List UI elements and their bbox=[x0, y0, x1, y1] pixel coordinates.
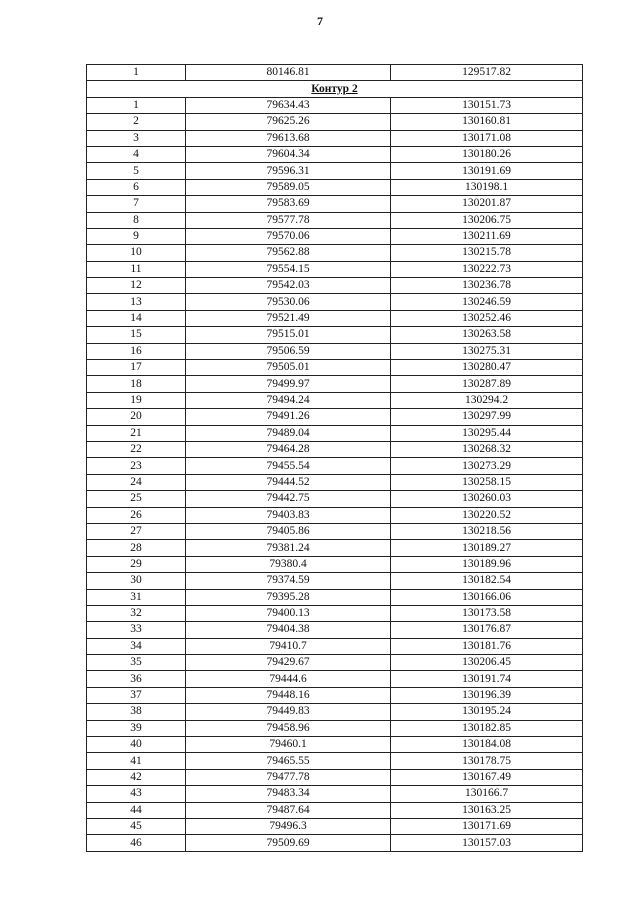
point-number-cell: 7 bbox=[87, 196, 186, 212]
table-row bbox=[87, 327, 583, 343]
x-coordinate-cell: 79429.67 bbox=[186, 655, 391, 671]
y-coordinate-cell: 130189.96 bbox=[391, 556, 583, 572]
y-coordinate-cell: 130275.31 bbox=[391, 343, 583, 359]
table-row bbox=[87, 425, 583, 441]
point-number-cell: 36 bbox=[87, 671, 186, 687]
table-row bbox=[87, 556, 583, 572]
y-coordinate-cell: 130218.56 bbox=[391, 523, 583, 539]
point-number-cell: 46 bbox=[87, 835, 186, 851]
point-number-cell: 32 bbox=[87, 605, 186, 621]
y-coordinate-cell: 130173.58 bbox=[391, 605, 583, 621]
table-row bbox=[87, 261, 583, 277]
table-row bbox=[87, 802, 583, 818]
y-coordinate-cell: 130260.03 bbox=[391, 491, 583, 507]
y-coordinate-cell: 130294.2 bbox=[391, 392, 583, 408]
y-coordinate-cell: 130167.49 bbox=[391, 769, 583, 785]
point-number-cell: 11 bbox=[87, 261, 186, 277]
y-coordinate-cell: 130166.7 bbox=[391, 786, 583, 802]
table-row bbox=[87, 441, 583, 457]
table-row bbox=[87, 130, 583, 146]
point-number-cell: 43 bbox=[87, 786, 186, 802]
section-title: Контур 2 bbox=[87, 81, 583, 97]
table-row bbox=[87, 655, 583, 671]
y-coordinate-cell: 130295.44 bbox=[391, 425, 583, 441]
point-number-cell: 41 bbox=[87, 753, 186, 769]
table-row bbox=[87, 196, 583, 212]
y-coordinate-cell: 130189.27 bbox=[391, 540, 583, 556]
x-coordinate-cell: 79455.54 bbox=[186, 458, 391, 474]
point-number-cell: 27 bbox=[87, 523, 186, 539]
y-coordinate-cell: 130287.89 bbox=[391, 376, 583, 392]
y-coordinate-cell: 130160.81 bbox=[391, 114, 583, 130]
y-coordinate-cell: 130201.87 bbox=[391, 196, 583, 212]
point-number-cell: 21 bbox=[87, 425, 186, 441]
x-coordinate-cell: 79554.15 bbox=[186, 261, 391, 277]
y-coordinate-cell: 130263.58 bbox=[391, 327, 583, 343]
x-coordinate-cell: 79395.28 bbox=[186, 589, 391, 605]
point-number-cell: 2 bbox=[87, 114, 186, 130]
x-coordinate-cell: 79448.16 bbox=[186, 687, 391, 703]
table-row bbox=[87, 163, 583, 179]
table-row bbox=[87, 835, 583, 851]
table-row bbox=[87, 458, 583, 474]
page-number: 7 bbox=[317, 14, 323, 28]
y-coordinate-cell: 130184.08 bbox=[391, 737, 583, 753]
table-row bbox=[87, 474, 583, 490]
y-coordinate-cell: 130181.76 bbox=[391, 638, 583, 654]
x-coordinate-cell: 79542.03 bbox=[186, 278, 391, 294]
point-number-cell: 39 bbox=[87, 720, 186, 736]
point-number-cell: 24 bbox=[87, 474, 186, 490]
table-row bbox=[87, 589, 583, 605]
y-coordinate-cell: 130171.69 bbox=[391, 818, 583, 834]
table-row bbox=[87, 114, 583, 130]
y-coordinate-cell: 130180.26 bbox=[391, 146, 583, 162]
table-row bbox=[87, 769, 583, 785]
point-number-cell: 35 bbox=[87, 655, 186, 671]
x-coordinate-cell: 79403.83 bbox=[186, 507, 391, 523]
table-row bbox=[87, 720, 583, 736]
table-row bbox=[87, 687, 583, 703]
table-row bbox=[87, 294, 583, 310]
y-coordinate-cell: 130163.25 bbox=[391, 802, 583, 818]
table-row bbox=[87, 523, 583, 539]
coordinates-table bbox=[86, 64, 583, 852]
table-row bbox=[87, 753, 583, 769]
x-coordinate-cell: 79515.01 bbox=[186, 327, 391, 343]
x-coordinate-cell: 79491.26 bbox=[186, 409, 391, 425]
y-coordinate-cell: 130171.08 bbox=[391, 130, 583, 146]
x-coordinate-cell: 79489.04 bbox=[186, 425, 391, 441]
point-number-cell: 6 bbox=[87, 179, 186, 195]
point-number-cell: 13 bbox=[87, 294, 186, 310]
table-row bbox=[87, 278, 583, 294]
x-coordinate-cell: 79494.24 bbox=[186, 392, 391, 408]
table-row bbox=[87, 97, 583, 113]
point-number-cell: 20 bbox=[87, 409, 186, 425]
table-row bbox=[87, 818, 583, 834]
point-number-cell: 14 bbox=[87, 310, 186, 326]
table-row bbox=[87, 573, 583, 589]
table-row bbox=[87, 376, 583, 392]
point-number-cell: 5 bbox=[87, 163, 186, 179]
x-coordinate-cell: 79496.3 bbox=[186, 818, 391, 834]
point-number-cell: 10 bbox=[87, 245, 186, 261]
table-row bbox=[87, 65, 583, 81]
x-coordinate-cell: 79634.43 bbox=[186, 97, 391, 113]
x-coordinate-cell: 79506.59 bbox=[186, 343, 391, 359]
y-coordinate-cell: 130252.46 bbox=[391, 310, 583, 326]
point-number-cell: 18 bbox=[87, 376, 186, 392]
section-header-row bbox=[87, 81, 583, 97]
x-coordinate-cell: 79509.69 bbox=[186, 835, 391, 851]
table-row bbox=[87, 228, 583, 244]
x-coordinate-cell: 79410.7 bbox=[186, 638, 391, 654]
y-coordinate-cell: 130166.06 bbox=[391, 589, 583, 605]
y-coordinate-cell: 130157.03 bbox=[391, 835, 583, 851]
x-coordinate-cell: 79521.49 bbox=[186, 310, 391, 326]
point-number-cell: 9 bbox=[87, 228, 186, 244]
x-coordinate-cell: 79530.06 bbox=[186, 294, 391, 310]
table-row bbox=[87, 179, 583, 195]
table-row bbox=[87, 392, 583, 408]
x-coordinate-cell: 79625.26 bbox=[186, 114, 391, 130]
x-coordinate-cell: 79583.69 bbox=[186, 196, 391, 212]
x-coordinate-cell: 79499.97 bbox=[186, 376, 391, 392]
point-number-cell: 29 bbox=[87, 556, 186, 572]
point-number-cell: 37 bbox=[87, 687, 186, 703]
y-coordinate-cell: 130297.99 bbox=[391, 409, 583, 425]
table-row bbox=[87, 146, 583, 162]
table-row bbox=[87, 360, 583, 376]
y-coordinate-cell: 130246.59 bbox=[391, 294, 583, 310]
point-number-cell: 1 bbox=[87, 97, 186, 113]
x-coordinate-cell: 79460.1 bbox=[186, 737, 391, 753]
coordinates-table-body bbox=[87, 65, 583, 852]
x-coordinate-cell: 79604.34 bbox=[186, 146, 391, 162]
x-coordinate-cell: 79381.24 bbox=[186, 540, 391, 556]
y-coordinate-cell: 130182.85 bbox=[391, 720, 583, 736]
point-number-cell: 38 bbox=[87, 704, 186, 720]
point-number-cell: 4 bbox=[87, 146, 186, 162]
x-coordinate-cell: 79444.52 bbox=[186, 474, 391, 490]
point-number-cell: 19 bbox=[87, 392, 186, 408]
table-row bbox=[87, 409, 583, 425]
y-coordinate-cell: 130206.75 bbox=[391, 212, 583, 228]
x-coordinate-cell: 79444.6 bbox=[186, 671, 391, 687]
x-coordinate-cell: 79465.55 bbox=[186, 753, 391, 769]
y-coordinate-cell: 130280.47 bbox=[391, 360, 583, 376]
x-coordinate-cell: 79442.75 bbox=[186, 491, 391, 507]
table-row bbox=[87, 491, 583, 507]
point-number-cell: 23 bbox=[87, 458, 186, 474]
x-coordinate-cell: 79449.83 bbox=[186, 704, 391, 720]
x-coordinate-cell: 79464.28 bbox=[186, 441, 391, 457]
x-coordinate-cell: 79458.96 bbox=[186, 720, 391, 736]
table-row bbox=[87, 310, 583, 326]
x-coordinate-cell: 79405.86 bbox=[186, 523, 391, 539]
y-coordinate-cell: 130220.52 bbox=[391, 507, 583, 523]
x-coordinate-cell: 79487.64 bbox=[186, 802, 391, 818]
point-number-cell: 16 bbox=[87, 343, 186, 359]
x-coordinate-cell: 79505.01 bbox=[186, 360, 391, 376]
table-row bbox=[87, 704, 583, 720]
y-coordinate-cell: 130196.39 bbox=[391, 687, 583, 703]
point-number-cell: 3 bbox=[87, 130, 186, 146]
table-row bbox=[87, 212, 583, 228]
x-coordinate-cell: 79374.59 bbox=[186, 573, 391, 589]
y-coordinate-cell: 130195.24 bbox=[391, 704, 583, 720]
point-number-cell: 42 bbox=[87, 769, 186, 785]
point-number-cell: 22 bbox=[87, 441, 186, 457]
table-row bbox=[87, 507, 583, 523]
x-coordinate-cell: 80146.81 bbox=[186, 65, 391, 81]
point-number-cell: 28 bbox=[87, 540, 186, 556]
y-coordinate-cell: 130236.78 bbox=[391, 278, 583, 294]
point-number-cell: 40 bbox=[87, 737, 186, 753]
x-coordinate-cell: 79577.78 bbox=[186, 212, 391, 228]
point-number-cell: 8 bbox=[87, 212, 186, 228]
table-row bbox=[87, 245, 583, 261]
point-number-cell: 33 bbox=[87, 622, 186, 638]
x-coordinate-cell: 79570.06 bbox=[186, 228, 391, 244]
point-number-cell: 12 bbox=[87, 278, 186, 294]
point-number-cell: 31 bbox=[87, 589, 186, 605]
point-number-cell: 15 bbox=[87, 327, 186, 343]
x-coordinate-cell: 79404.38 bbox=[186, 622, 391, 638]
table-row bbox=[87, 605, 583, 621]
x-coordinate-cell: 79562.88 bbox=[186, 245, 391, 261]
x-coordinate-cell: 79477.78 bbox=[186, 769, 391, 785]
point-number-cell: 25 bbox=[87, 491, 186, 507]
table-row bbox=[87, 786, 583, 802]
y-coordinate-cell: 130182.54 bbox=[391, 573, 583, 589]
x-coordinate-cell: 79380.4 bbox=[186, 556, 391, 572]
y-coordinate-cell: 130211.69 bbox=[391, 228, 583, 244]
point-number-cell: 17 bbox=[87, 360, 186, 376]
y-coordinate-cell: 130222.73 bbox=[391, 261, 583, 277]
table-row bbox=[87, 638, 583, 654]
y-coordinate-cell: 130215.78 bbox=[391, 245, 583, 261]
y-coordinate-cell: 130258.15 bbox=[391, 474, 583, 490]
y-coordinate-cell: 130178.75 bbox=[391, 753, 583, 769]
point-number-cell: 34 bbox=[87, 638, 186, 654]
x-coordinate-cell: 79596.31 bbox=[186, 163, 391, 179]
x-coordinate-cell: 79613.68 bbox=[186, 130, 391, 146]
y-coordinate-cell: 130273.29 bbox=[391, 458, 583, 474]
y-coordinate-cell: 130198.1 bbox=[391, 179, 583, 195]
point-number-cell: 30 bbox=[87, 573, 186, 589]
table-row bbox=[87, 343, 583, 359]
y-coordinate-cell: 130176.87 bbox=[391, 622, 583, 638]
table-row bbox=[87, 737, 583, 753]
y-coordinate-cell: 130206.45 bbox=[391, 655, 583, 671]
y-coordinate-cell: 130191.69 bbox=[391, 163, 583, 179]
point-number-cell: 26 bbox=[87, 507, 186, 523]
y-coordinate-cell: 129517.82 bbox=[391, 65, 583, 81]
y-coordinate-cell: 130268.32 bbox=[391, 441, 583, 457]
point-number-cell: 45 bbox=[87, 818, 186, 834]
point-number-cell: 1 bbox=[87, 65, 186, 81]
x-coordinate-cell: 79400.13 bbox=[186, 605, 391, 621]
table-row bbox=[87, 671, 583, 687]
x-coordinate-cell: 79483.34 bbox=[186, 786, 391, 802]
point-number-cell: 44 bbox=[87, 802, 186, 818]
y-coordinate-cell: 130151.73 bbox=[391, 97, 583, 113]
x-coordinate-cell: 79589.05 bbox=[186, 179, 391, 195]
table-row bbox=[87, 622, 583, 638]
y-coordinate-cell: 130191.74 bbox=[391, 671, 583, 687]
table-row bbox=[87, 540, 583, 556]
